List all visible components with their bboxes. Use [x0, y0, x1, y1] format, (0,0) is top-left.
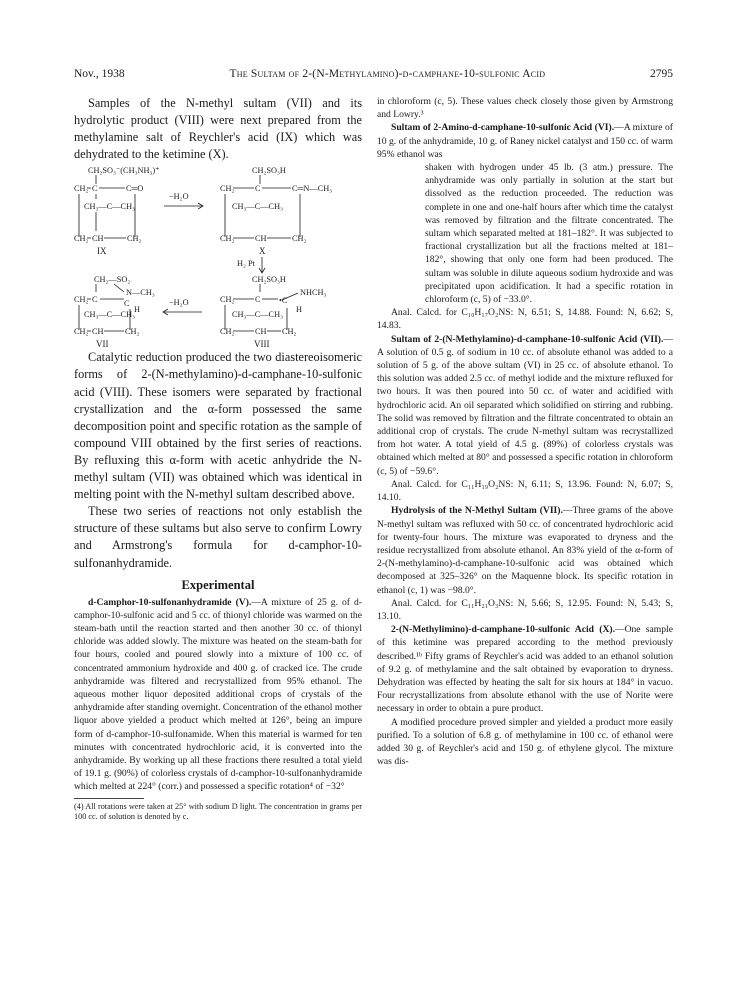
svg-text:C═N—CH₃: C═N—CH₃: [292, 184, 333, 194]
svg-text:CH₂: CH₂: [220, 184, 235, 194]
paragraph-modified-procedure: A modified procedure proved simpler and yielded a product more easily purified. To a solution of 6.8 g. of methylamine in 100 cc. of ethanol were added 30 g. of Reychler's acid and 150 g. of ethylene glycol. The mixture was dis-: [377, 716, 673, 768]
procedure-anhydramide: [74, 596, 362, 794]
compound-vii-label: VII: [96, 339, 109, 349]
svg-text:NHCH₃: NHCH₃: [300, 288, 327, 298]
procedure-text: —A mixture of 10 g. of the anhydramide, 10 g. of Raney nickel catalyst and 150 cc. of warm 95% ethanol was: [377, 122, 673, 160]
procedure-text: —Three grams of the above N-methyl sultam was refluxed with 50 cc. of concentrated hydrochloric acid for twenty-four hours. The mixture was evaporated to dryness and the residue recrystallized from absolute ethanol. An 83% yield of the α-form of 2-(N-methylamino)-d-camphane-10-sulfonic acid was obtained which decomposed at 325–326° on the Maquenne block. Its specific rotation in ethanol (c, 1) was −98.0°.: [377, 505, 673, 596]
svg-text:CH₃—C—CH₃: CH₃—C—CH₃: [232, 310, 283, 320]
header-title: The Sultam of 2-(N-Methylamino)-d-camphane-10-sulfonic Acid: [229, 68, 546, 80]
svg-text:N—CH₃: N—CH₃: [126, 288, 155, 298]
svg-text:CH₂: CH₂: [74, 295, 89, 305]
svg-text:C═O: C═O: [126, 184, 144, 194]
svg-text:CH₂: CH₂: [74, 327, 89, 337]
dehydration-label: −H₂O: [169, 192, 189, 202]
svg-text:C: C: [255, 295, 261, 305]
svg-text:CH: CH: [255, 234, 267, 244]
intro-paragraph: Samples of the N-methyl sultam (VII) and its hydrolytic product (VIII) were next prepared from the methylamine salt of Reychler's acid (IX) which was dehydrated to the ketimine (X).: [74, 96, 362, 162]
svg-text:CH₂: CH₂: [220, 234, 235, 244]
header-page-number: 2795: [650, 68, 673, 80]
svg-text:H: H: [296, 305, 302, 315]
procedure-title: d-Camphor-10-sulfonanhydramide (V).: [88, 596, 252, 608]
svg-text:CH₂: CH₂: [292, 234, 307, 244]
procedure-text: —One sample of this ketimine was prepared according to the method previously described.¹ᵇ Fifty grams of Reychler's acid was added to an ethanol solution of 9.2 g. of methylamine and the salt obtained by evaporation to dryness. Dehydration was effected by heating the salt for six hours at 184° in vacuo. Four recrystallizations from absolute ethanol with the use of Norite were necessary in order to obtain a pure product.: [377, 624, 673, 715]
viii-substituent: CH₂SO₃H: [252, 275, 286, 285]
paragraph-series-of-reactions: These two series of reactions not only establish the structure of these sultams but also serve to confirm Lowry and Armstrong's formula for d-camphor-10-sulfonanhydramide.: [74, 504, 362, 570]
procedure-title: Sultam of 2-(N-Methylamino)-d-camphane-10-sulfonic Acid (VII).: [391, 333, 664, 345]
svg-text:CH₂: CH₂: [127, 234, 142, 244]
svg-text:CH: CH: [92, 327, 104, 337]
procedure-sultam-vii: [377, 333, 673, 478]
svg-text:CH₂: CH₂: [220, 295, 235, 305]
reaction-scheme: [74, 164, 362, 348]
procedure-hydrolysis: [377, 504, 673, 596]
paragraph-continued: in chloroform (c, 5). These values check closely those given by Armstrong and Lowry.³: [377, 96, 673, 121]
svg-text:•C: •C: [279, 296, 288, 306]
section-heading-experimental: Experimental: [181, 577, 255, 592]
compound-x-label: X: [259, 246, 266, 257]
left-column: [74, 95, 362, 823]
hydrogenation-catalyst-label: H₂ Pt: [237, 259, 255, 269]
svg-text:CH₂: CH₂: [74, 184, 89, 194]
svg-text:H: H: [134, 305, 140, 315]
svg-text:C: C: [255, 184, 261, 194]
compound-viii-label: VIII: [254, 339, 270, 349]
svg-text:CH₃—C—CH₃: CH₃—C—CH₃: [84, 202, 135, 212]
procedure-title: Hydrolysis of the N-Methyl Sultam (VII).: [391, 505, 563, 517]
svg-text:C: C: [92, 295, 98, 305]
svg-text:CH₂: CH₂: [74, 234, 89, 244]
procedure-sultam-vi-continued: [377, 161, 673, 306]
footnote-4: (4) All rotations were taken at 25° with sodium D light. The concentration in grams per 100 cc. of solution is denoted by c.: [74, 801, 362, 822]
svg-text:CH₃—C—CH₃: CH₃—C—CH₃: [84, 310, 135, 320]
procedure-text: —A mixture of 25 g. of d-camphor-10-sulfonic acid and 5 cc. of thionyl chloride was warmed on the steam-bath until the reaction started and then another 30 cc. of thionyl chloride was added slowly. The mixture was heated on the steam-bath for four hours, cooled and poured slowly into a mixture of 100 cc. of concentrated ammonium hydroxide and 400 g. of cracked ice. The crude anhydramide was filtered and recrystallized from 95% ethanol. The aqueous mother liquor deposited additional crops of crystals of the anhydramide after standing overnight. Concentration of the ethanol mother liquor above yielded a product which melted at 126°, being an impure form of d-camphor-10-sulfonamide. When this material is warmed for ten minutes with concentrated hydrochloric acid, it is converted into the anhydramide. By working up all these fractions there resulted a total yield of 19.1 g. (90%) of colorless crystals of d-camphor-10-sulfonanhydramide which melted at 224° (corr.) and possessed a specific rotation⁴ of −32°: [74, 596, 362, 793]
header-date: Nov., 1938: [74, 68, 125, 80]
procedure-title: 2-(N-Methylimino)-d-camphane-10-sulfonic Acid (X).: [391, 624, 615, 636]
dehydration-label-2: −H₂O: [169, 298, 189, 308]
analysis-vii: Anal. Calcd. for C₁₁H₁₉O₂NS: N, 6.11; S, 13.96. Found: N, 6.07; S, 14.10.: [377, 478, 673, 504]
svg-text:CH: CH: [255, 327, 267, 337]
running-header: [74, 68, 673, 80]
figure-margin: [377, 161, 425, 306]
analysis-viii: Anal. Calcd. for C₁₁H₂₁O₃NS: N, 5.66; S, 12.95. Found: N, 5.43; S, 13.10.: [377, 597, 673, 622]
paragraph-catalytic-reduction: Catalytic reduction produced the two diastereoisomeric forms of 2-(N-methylamino)-d-camphane-10-sulfonic acid (VIII). These isomers were separated by fractional crystallization and the α-form possessed the same decomposition point and specific rotation as the sample of compound VIII obtained by the first series of reactions. By refluxing this α-form with acetic anhydride the N-methyl sultam (VII) was obtained which was identical in melting point with the N-methyl sultam described above.: [74, 350, 362, 502]
x-substituent: CH₂SO₃H: [252, 166, 286, 176]
right-column: [377, 95, 673, 768]
svg-text:CH₃—C—CH₃: CH₃—C—CH₃: [232, 202, 283, 212]
procedure-ketimine-x: [377, 623, 673, 715]
svg-text:CH: CH: [92, 234, 104, 244]
vii-substituent: CH₂—SO₂: [94, 275, 131, 285]
footnote-rule: [74, 798, 144, 799]
svg-text:CH₂: CH₂: [282, 327, 297, 337]
svg-text:CH₂: CH₂: [220, 327, 235, 337]
ix-substituent: CH₂SO₃⁻(CH₃NH₃)⁺: [88, 166, 160, 176]
procedure-title: Sultam of 2-Amino-d-camphane-10-sulfonic Acid (VI).: [391, 122, 615, 134]
analysis-vi: Anal. Calcd. for C₁₀H₁₇O₂NS: N, 6.51; S, 14.88. Found: N, 6.62; S, 14.83.: [377, 307, 673, 332]
svg-text:CH₂: CH₂: [125, 327, 140, 337]
procedure-text: —A solution of 0.5 g. of sodium in 10 cc. of absolute ethanol was added to a solution of 5 g. of the above sultam (VI) in 25 cc. of absolute ethanol. To this solution was added 2.5 cc. of methyl iodide and the mixture refluxed for two hours. It was then poured into 50 cc. of water and acidified with hydrochloric acid. An oil separated which solidified on stirring and rubbing. The solid was removed by filtration and the filtrate concentrated to obtain an additional crop of crystals. The crude N-methyl sultam was recrystallized from hot water. A total yield of 4.5 g. (89%) of colorless crystals was obtained which melted at 80° and possessed a specific rotation in chloroform (c, 5) of −59.6°.: [377, 333, 673, 477]
svg-text:C: C: [124, 299, 130, 309]
procedure-text: shaken with hydrogen under 45 lb. (3 atm.) pressure. The anhydramide was only partially in solution at the start but dissolved as the reduction proceeded. The reduction was complete in one and one-half hours after which time the catalyst was removed by filtration and the filtrate concentrated. The sultam which separated melted at 181–182°. It was subjected to fractional crystallization but all the fractions melted at 181–182°, showing that only one form had been produced. The sultam was soluble in dilute aqueous sodium hydroxide and was precipitated upon acidification. It had a specific rotation in chloroform (c, 5) of −33.0°.: [425, 162, 673, 306]
procedure-sultam-vi: [377, 121, 673, 161]
svg-text:C: C: [92, 184, 98, 194]
compound-ix-label: IX: [97, 246, 107, 257]
